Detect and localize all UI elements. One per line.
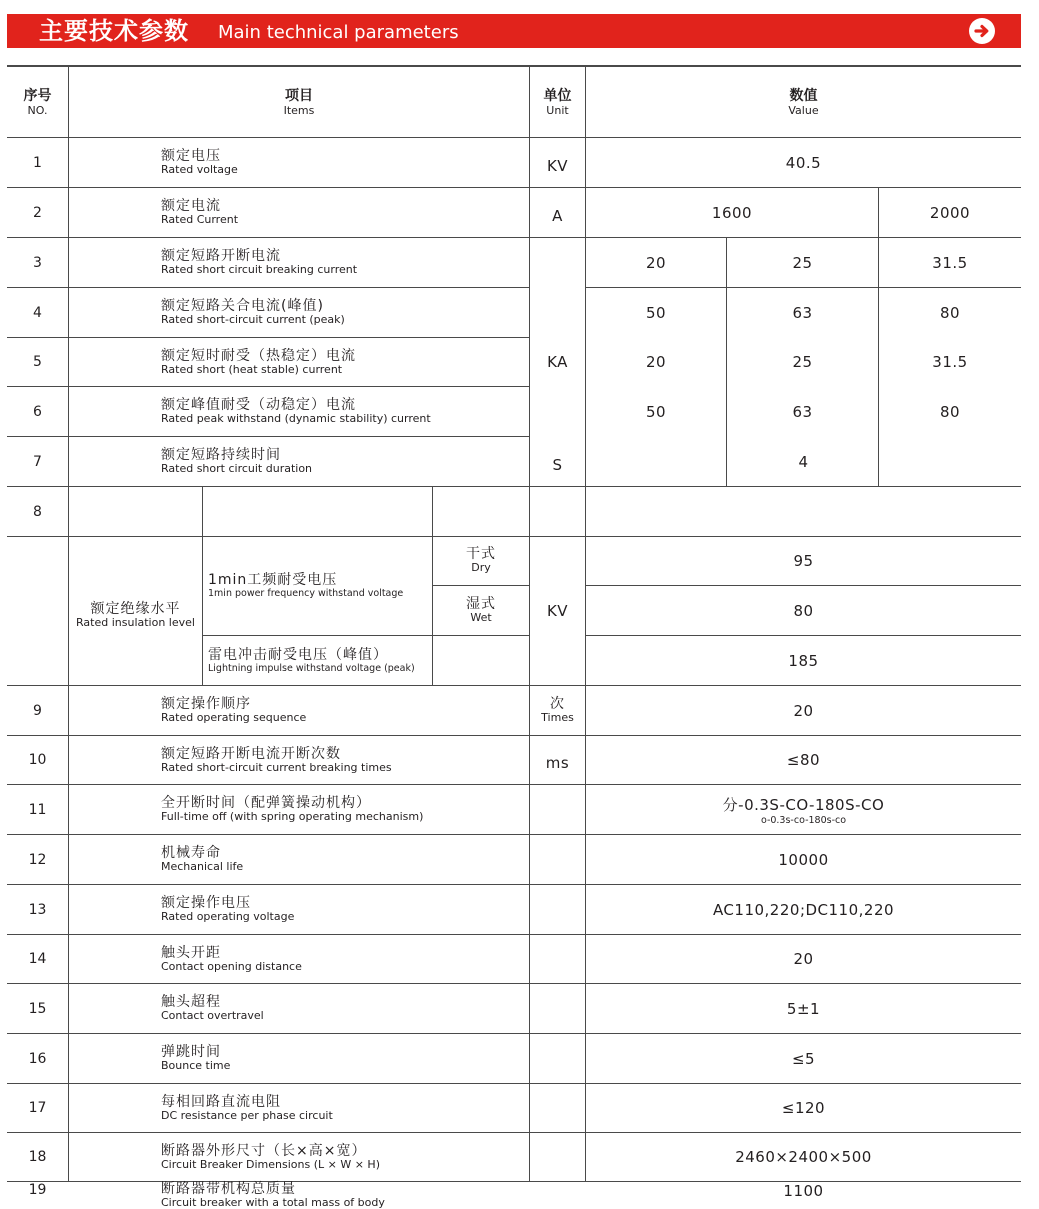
value-cell: 40.5 <box>785 153 822 172</box>
dry-label: 干式 Dry <box>466 546 496 574</box>
item-label-en: Rated short (heat stable) current <box>161 362 343 376</box>
item-label-zh: 每相回路直流电阻 <box>161 1093 281 1110</box>
item-label-zh: 额定电流 <box>161 198 221 214</box>
row-number: 4 <box>33 304 42 321</box>
item-label-en: Contact overtravel <box>161 1009 264 1022</box>
value-cell: 80 <box>939 402 961 421</box>
item-label-en: Bounce time <box>161 1059 231 1072</box>
item-label <box>161 1133 527 1181</box>
dry-value: 95 <box>793 551 814 570</box>
item-label <box>161 935 527 983</box>
value-cell: 2000 <box>929 203 971 222</box>
item-label-zh: 触头开距 <box>161 944 221 961</box>
value-cell: 50 <box>645 402 667 421</box>
row-number: 17 <box>28 1100 47 1116</box>
value-cell: 20 <box>645 253 667 272</box>
item-label <box>161 984 527 1033</box>
row-number: 13 <box>28 901 47 918</box>
value-cell: 80 <box>939 303 961 322</box>
item-label-zh: 额定操作顺序 <box>161 696 251 712</box>
value-main: 分-0.3S-CO-180S-CO <box>722 795 885 814</box>
unit-cell: KV <box>546 156 569 175</box>
row-number: 10 <box>28 752 47 768</box>
value-cell: 25 <box>792 353 813 371</box>
unit-en: Times <box>541 711 574 724</box>
item-label <box>161 686 527 735</box>
item-label-en: Rated operating voltage <box>161 910 295 923</box>
row-number: 8 <box>33 503 42 520</box>
row-number: 16 <box>28 1050 47 1067</box>
item-label <box>161 188 527 237</box>
item-label-en: Circuit Breaker Dimensions (L × W × H) <box>161 1157 380 1171</box>
item-label <box>161 338 527 386</box>
row-number: 1 <box>33 154 42 171</box>
value-cell: 25 <box>792 253 813 272</box>
item-label-zh: 额定电压 <box>161 148 221 164</box>
value-cell: 5±1 <box>786 999 821 1018</box>
item-label-en: Rated short circuit duration <box>161 462 313 475</box>
item-label <box>161 785 527 834</box>
item-label-en: Rated peak withstand (dynamic stability) current <box>161 412 431 425</box>
unit-cell: A <box>552 206 563 225</box>
item-label <box>161 1084 527 1132</box>
item-label-en: Rated Current <box>161 213 239 226</box>
item-label-en: Contact opening distance <box>161 959 302 973</box>
unit-cell: ms <box>545 754 570 772</box>
header-unit: 单位 Unit <box>543 87 572 117</box>
item-label-en: Full-time off (with spring operating mechanism) <box>161 810 424 823</box>
item-label <box>161 437 527 486</box>
item-label-en: Rated short-circuit current breaking times <box>161 760 392 774</box>
item-label-zh: 机械寿命 <box>161 845 221 861</box>
unit-zh: 次 <box>550 696 565 712</box>
item-label-zh: 额定短时耐受（热稳定）电流 <box>161 347 356 364</box>
header-no: 序号 NO. <box>23 87 52 117</box>
header-value: 数值 Value <box>788 87 819 117</box>
item-label <box>161 1034 527 1083</box>
value-cell: ≤120 <box>781 1099 826 1117</box>
row-number: 9 <box>33 702 42 719</box>
value-sub: o-0.3s-co-180s-co <box>760 814 847 826</box>
item-label <box>161 736 527 784</box>
value-cell: 4 <box>798 452 809 471</box>
unit-ka: KA <box>547 352 568 371</box>
arrow-right-circle-icon[interactable] <box>969 18 995 44</box>
item-label-zh: 额定操作电压 <box>161 895 251 911</box>
value-cell: 20 <box>793 950 814 968</box>
lightning-value: 185 <box>788 651 819 670</box>
item-label-en: Rated short circuit breaking current <box>161 263 358 276</box>
item-label <box>161 885 527 934</box>
item-label-en: Circuit breaker with a total mass of body <box>161 1196 385 1209</box>
row-number: 5 <box>33 354 42 370</box>
value-cell: ≤80 <box>786 751 821 769</box>
row-number: 19 <box>28 1182 47 1198</box>
row-number: 7 <box>33 453 42 470</box>
item-label-en: Mechanical life <box>161 860 244 873</box>
value-cell: AC110,220;DC110,220 <box>712 900 895 919</box>
row-number: 12 <box>28 851 47 868</box>
item-label-en: Rated voltage <box>161 163 238 176</box>
row-number: 15 <box>28 1000 47 1017</box>
value-cell: 20 <box>645 353 667 371</box>
item-label <box>161 387 527 436</box>
item-label-zh: 额定短路开断电流开断次数 <box>161 745 341 762</box>
power-frequency-withstand-label: 1min工频耐受电压 1min power frequency withstand voltage <box>208 571 404 599</box>
item-label-zh: 断路器带机构总质量 <box>161 1181 296 1197</box>
value-cell: 63 <box>792 402 813 421</box>
item-label-en: Rated operating sequence <box>161 711 307 724</box>
title-banner <box>7 14 1021 48</box>
lightning-impulse-label: 雷电冲击耐受电压（峰值） Lightning impulse withstand voltage (peak) <box>208 646 415 674</box>
value-cell: 1600 <box>711 203 753 222</box>
value-cell: 1100 <box>783 1182 824 1200</box>
item-label <box>161 288 527 337</box>
item-label <box>161 1182 527 1209</box>
unit-cell <box>530 686 585 735</box>
wet-label: 湿式 Wet <box>466 596 496 624</box>
item-label-en: Rated short-circuit current (peak) <box>161 313 345 326</box>
insulation-level-label: 额定绝缘水平 Rated insulation level <box>76 601 195 629</box>
row-number: 14 <box>28 951 47 967</box>
item-label-zh: 触头超程 <box>161 994 221 1010</box>
row-number: 11 <box>28 801 47 818</box>
item-label-zh: 额定短路关合电流(峰值) <box>161 298 324 314</box>
item-label-zh: 断路器外形尺寸（长×高×宽） <box>161 1142 367 1159</box>
row-number: 3 <box>33 254 42 271</box>
item-label <box>161 835 527 884</box>
value-cell: 10000 <box>778 850 829 869</box>
item-label-zh: 额定峰值耐受（动稳定）电流 <box>161 397 356 413</box>
item-label-zh: 额定短路开断电流 <box>161 248 281 264</box>
value-cell: 31.5 <box>932 253 968 272</box>
banner-title-zh: 主要技术参数 <box>39 17 189 45</box>
item-label-en: DC resistance per phase circuit <box>161 1108 333 1122</box>
item-label-zh: 全开断时间（配弹簧操动机构） <box>161 795 371 811</box>
item-label <box>161 238 527 287</box>
unit-kv-row8: KV <box>546 601 569 620</box>
wet-value: 80 <box>793 601 814 620</box>
row-number: 18 <box>28 1149 47 1165</box>
item-label <box>161 138 527 187</box>
value-cell: 63 <box>792 303 813 322</box>
value-cell: 31.5 <box>932 353 968 371</box>
unit-cell: S <box>552 455 563 474</box>
item-label-zh: 弹跳时间 <box>161 1044 221 1060</box>
banner-title-en: Main technical parameters <box>218 22 459 43</box>
value-cell: 2460×2400×500 <box>735 1148 872 1166</box>
header-items: 项目 Items <box>283 87 315 117</box>
row-number: 2 <box>33 204 42 221</box>
value-cell: 20 <box>793 701 814 720</box>
value-cell: ≤5 <box>791 1049 816 1068</box>
value-cell <box>586 785 1021 834</box>
value-cell: 50 <box>645 303 667 322</box>
technical-parameters-table <box>7 65 1021 1209</box>
row-number: 6 <box>33 403 42 420</box>
item-label-zh: 额定短路持续时间 <box>161 447 281 463</box>
